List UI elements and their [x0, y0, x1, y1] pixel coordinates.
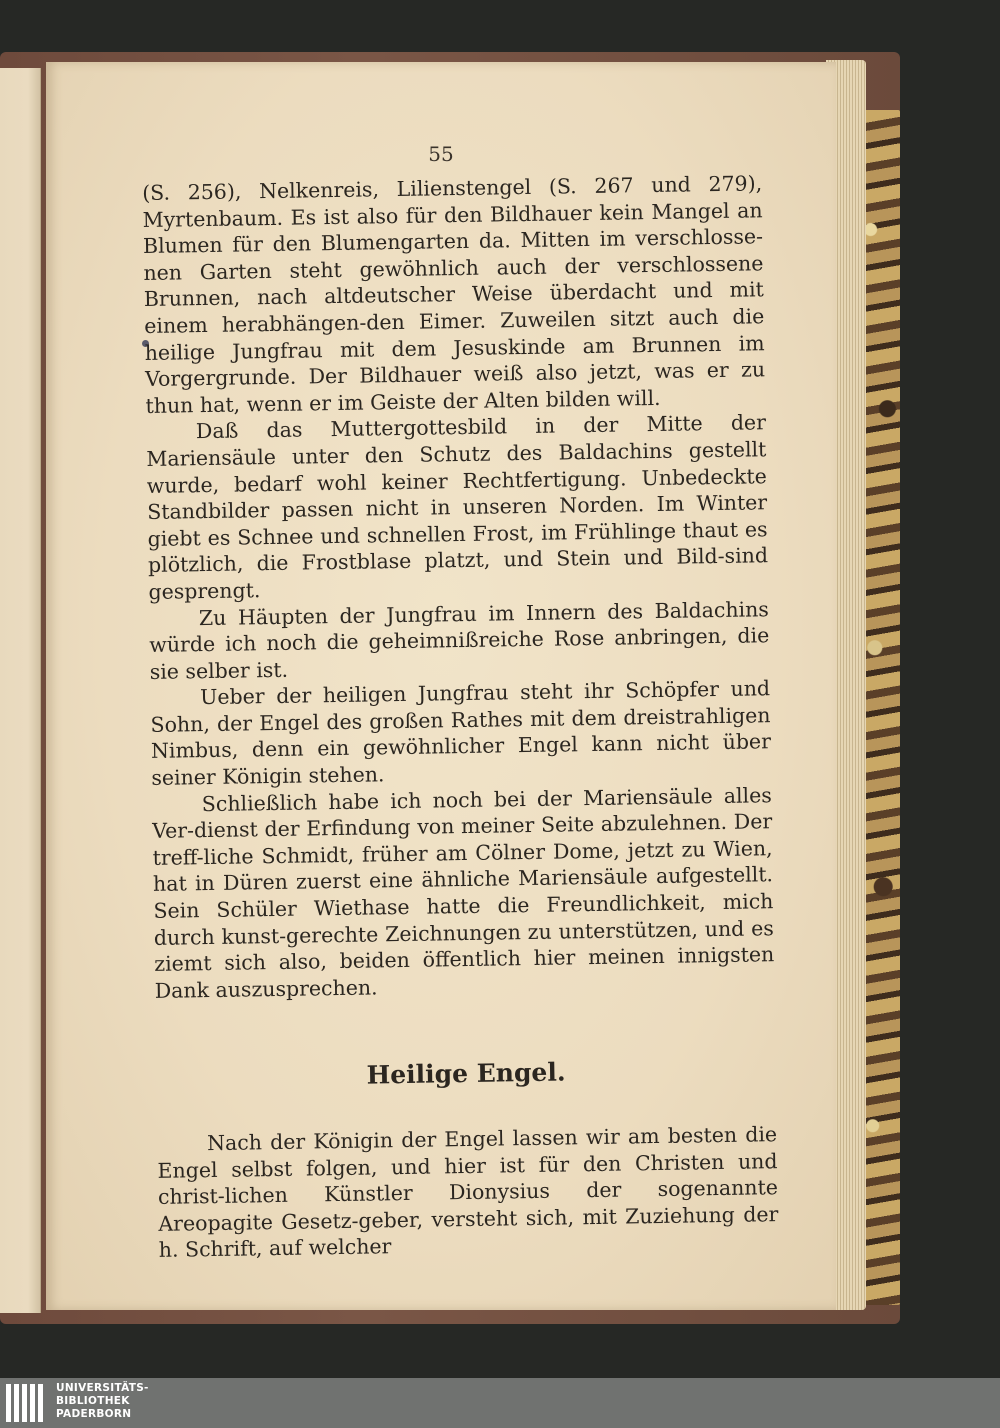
- paragraph: Schließlich habe ich noch bei der Mariensäule alles Ver-dienst der Erfindung von meiner Seite abzulehnen. Der treff-liche Schmidt, früher am Cölner Dome, jetzt zu Wien, hat in Düren zuerst eine ähnliche Mariensäule aufgestellt. Sein Schüler Wiethase hatte die Freundlichkeit, mich durch kunst-gerechte Zeichnungen zu unterstützen, und es ziemt sich also, beiden öffentlich hier meinen innigsten Dank auszusprechen.: [152, 782, 775, 1003]
- book-page: [46, 62, 836, 1310]
- library-footer: [0, 1378, 1000, 1428]
- library-name: [56, 1382, 149, 1421]
- paragraph: Zu Häupten der Jungfrau im Innern des Baldachins würde ich noch die geheimnißreiche Rose anbringen, die sie selber ist.: [149, 596, 770, 684]
- left-page-edge: [0, 68, 41, 1313]
- page-number: 55: [428, 142, 454, 166]
- paragraph: Daß das Muttergottesbild in der Mitte der Mariensäule unter den Schutz des Baldachins gestellt wurde, bedarf wohl keiner Rechtfertigung. Unbedeckte Standbilder passen nicht in unseren Norden. Im Winter giebt es Schnee und schnellen Frost, im Frühlinge thaut es plötzlich, die Frostblase platzt, und Stein und Bild-sind gesprengt.: [146, 410, 769, 604]
- page-text: [142, 170, 779, 1264]
- library-logo-icon: [6, 1384, 48, 1422]
- paragraph: Ueber der heiligen Jungfrau steht ihr Schöpfer und Sohn, der Engel des großen Rathes mit dem dreistrahligen Nimbus, denn ein gewöhnlicher Engel kann nicht über seiner Königin stehen.: [150, 676, 772, 790]
- library-name-line: BIBLIOTHEK: [56, 1395, 130, 1407]
- library-name-line: UNIVERSITÄTS-: [56, 1382, 149, 1394]
- section-heading: Heilige Engel.: [366, 1057, 566, 1090]
- paragraph: Nach der Königin der Engel lassen wir am besten die Engel selbst folgen, und hier ist für den Christen und christ-lichen Künstler Dionysius der sogenannte Areopagite Gesetz-geber, versteht sich, mit Zuziehung der h. Schrift, auf welcher: [157, 1122, 779, 1263]
- paragraph: (S. 256), Nelkenreis, Lilienstengel (S. 267 und 279), Myrtenbaum. Es ist also für den Bildhauer kein Mangel an Blumen für den Blumengarten da. Mitten im verschlosse-nen Garten steht gewöhnlich auch der verschlossene Brunnen, nach altdeutscher Weise überdacht und mit einem herabhängen-den Eimer. Zuweilen sitzt auch die heilige Jungfrau mit dem Jesuskinde am Brunnen im Vorgergrunde. Der Bildhauer weiß also jetzt, was er zu thun hat, wenn er im Geiste der Alten bilden will.: [142, 171, 766, 418]
- library-name-line: PADERBORN: [56, 1408, 132, 1420]
